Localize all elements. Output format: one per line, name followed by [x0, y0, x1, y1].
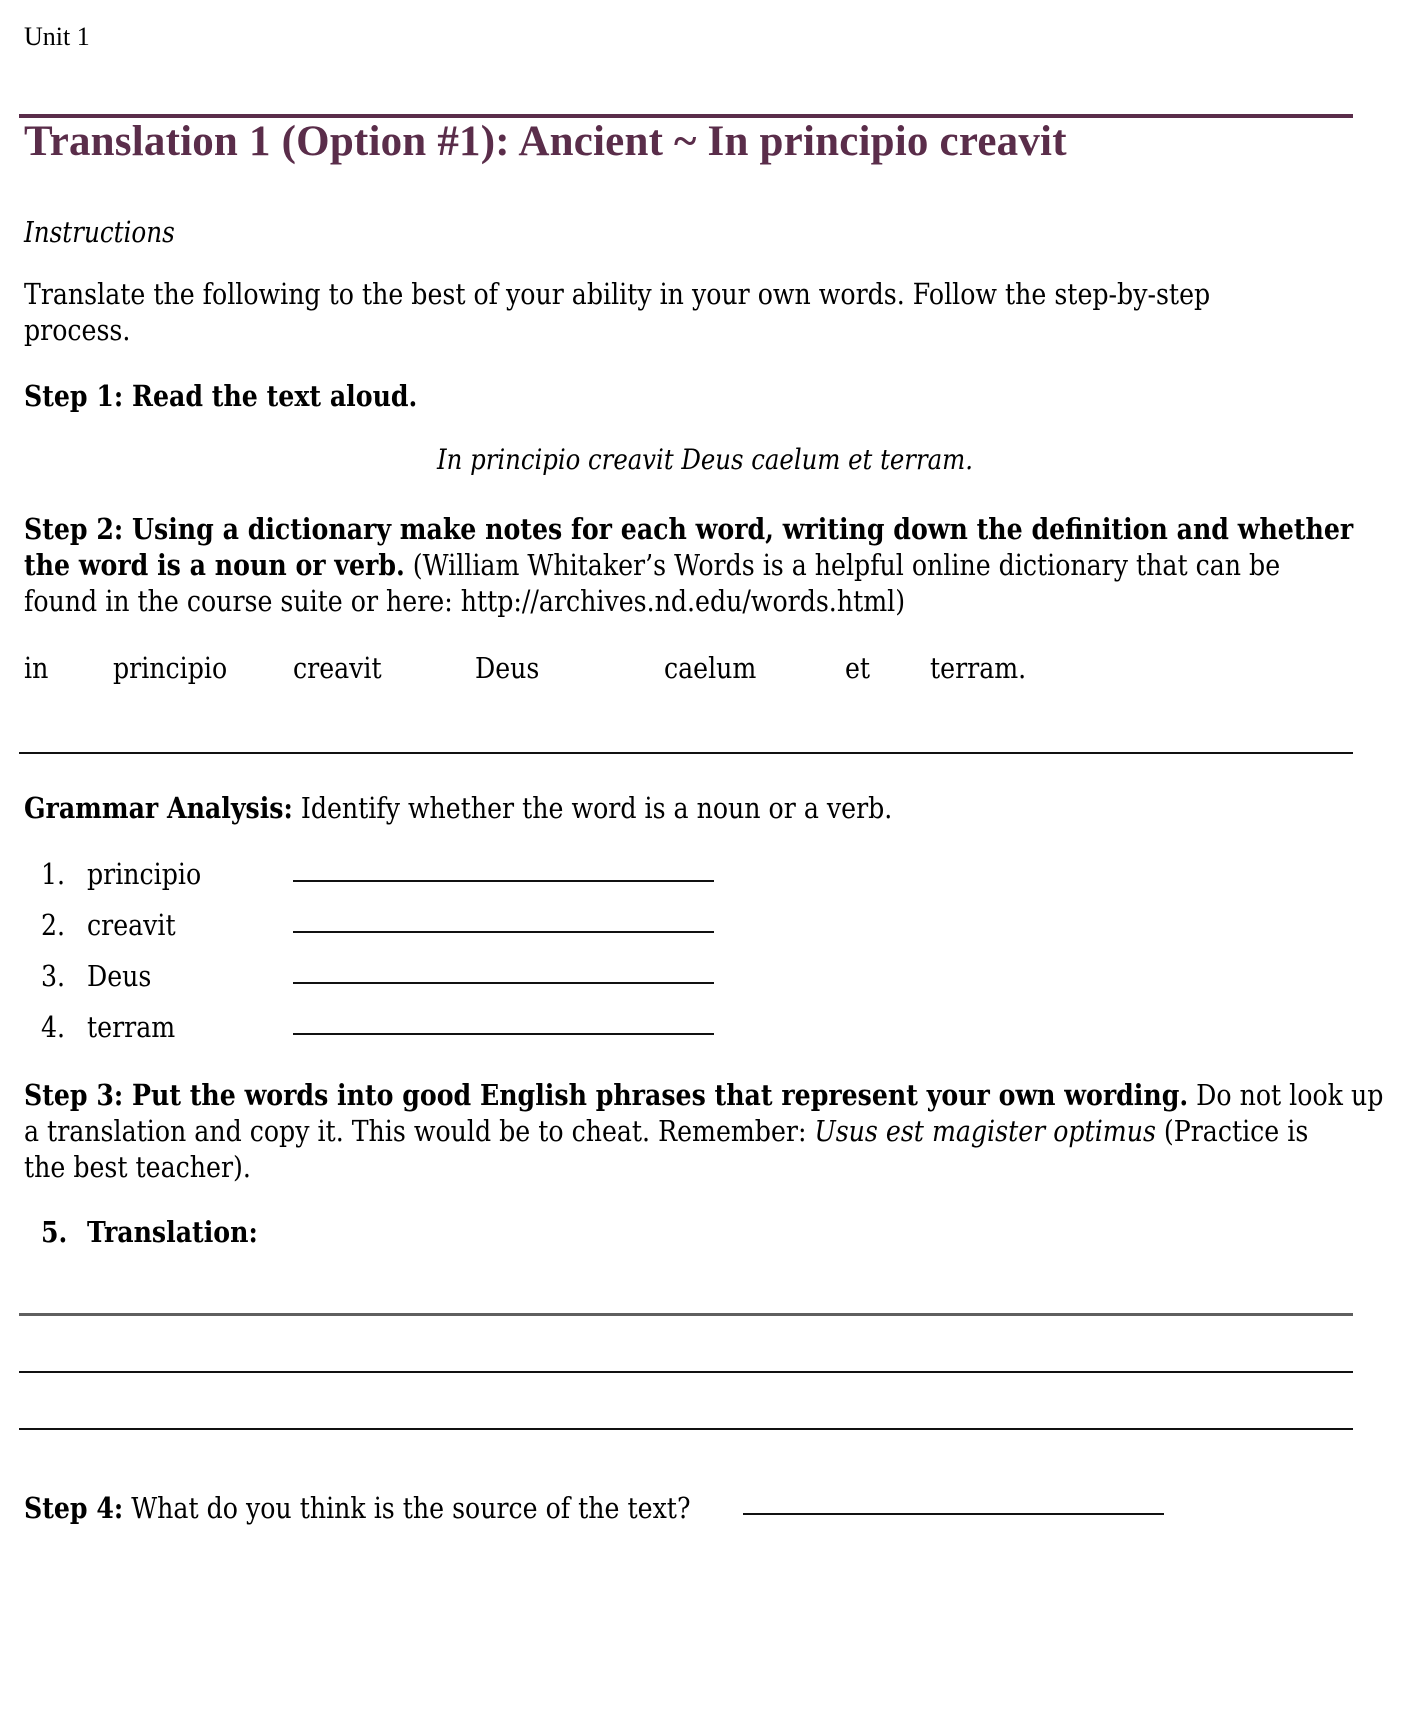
latin-sentence-text: In principio creavit Deus caelum et terram.	[436, 443, 973, 476]
step3-line-1	[24, 1077, 1383, 1113]
grammar-item-1-number: 1.	[41, 857, 66, 891]
step2-line-2	[24, 547, 1280, 583]
step2-line-1: Step 2: Using a dictionary make notes for each word, writing down the definition and whether	[24, 512, 1354, 546]
step3-line-2-text: a translation and copy it. This would be to cheat. Remember:	[24, 1114, 815, 1148]
step1-label: Step 1: Read the text aloud.	[24, 379, 418, 413]
grammar-item-2-number: 2.	[41, 908, 66, 942]
translation-number: 5.	[41, 1215, 68, 1249]
translation-line-3[interactable]	[19, 1428, 1353, 1430]
page-title: Translation 1 (Option #1): Ancient ~ In principio creavit	[24, 118, 1067, 165]
step4-label-bold: Step 4:	[24, 1491, 124, 1525]
grammar-item-4-word: terram	[87, 1010, 176, 1044]
step3-line-2	[24, 1113, 1308, 1149]
step4-answer-line[interactable]	[743, 1513, 1164, 1515]
grammar-item-4-answer-line[interactable]	[293, 1033, 714, 1035]
latin-motto: Usus est magister optimus	[814, 1114, 1156, 1148]
word-in: in	[24, 651, 49, 685]
grammar-item-3-number: 3.	[41, 959, 66, 993]
step2-line-2-text: (William Whitaker’s Words is a helpful online dictionary that can be	[404, 548, 1281, 582]
step3-line-3: the best teacher).	[24, 1150, 251, 1184]
latin-sentence	[0, 443, 1409, 476]
grammar-item-1-word: principio	[87, 857, 202, 891]
step3-line-1-text: Do not look up	[1188, 1078, 1384, 1112]
word-caelum: caelum	[664, 651, 757, 685]
grammar-label-text: Identify whether the word is a noun or a verb.	[292, 791, 893, 825]
translation-line-2[interactable]	[19, 1371, 1353, 1373]
word-creavit: creavit	[293, 651, 382, 685]
step3-line-1-bold: Step 3: Put the words into good English phrases that represent your own wording.	[24, 1078, 1189, 1112]
step3-line-2-tail: (Practice is	[1155, 1114, 1309, 1148]
translation-label: Translation:	[87, 1215, 258, 1249]
word-deus: Deus	[475, 651, 540, 685]
grammar-label	[24, 790, 892, 826]
grammar-label-bold: Grammar Analysis:	[24, 791, 293, 825]
step4-question	[24, 1490, 690, 1526]
grammar-item-3-word: Deus	[87, 959, 152, 993]
step4-label-text: What do you think is the source of the text?	[123, 1491, 691, 1525]
word-et: et	[845, 651, 871, 685]
grammar-item-4-number: 4.	[41, 1010, 66, 1044]
translation-line-1[interactable]	[19, 1313, 1353, 1316]
step2-line-3: found in the course suite or here: http://archives.nd.edu/words.html)	[24, 584, 906, 618]
instructions-line-1: Translate the following to the best of your ability in your own words. Follow the step-by-step	[24, 277, 1211, 311]
grammar-item-2-word: creavit	[87, 908, 176, 942]
word-terram: terram.	[930, 651, 1027, 685]
grammar-item-3-answer-line[interactable]	[293, 982, 714, 984]
step2-line-2-bold: the word is a noun or verb.	[24, 548, 405, 582]
word-principio: principio	[113, 651, 228, 685]
instructions-line-2: process.	[24, 313, 131, 347]
notes-rule	[19, 752, 1353, 754]
grammar-item-2-answer-line[interactable]	[293, 931, 714, 933]
unit-label: Unit 1	[24, 22, 90, 51]
grammar-item-1-answer-line[interactable]	[293, 880, 714, 882]
instructions-heading: Instructions	[24, 215, 175, 249]
